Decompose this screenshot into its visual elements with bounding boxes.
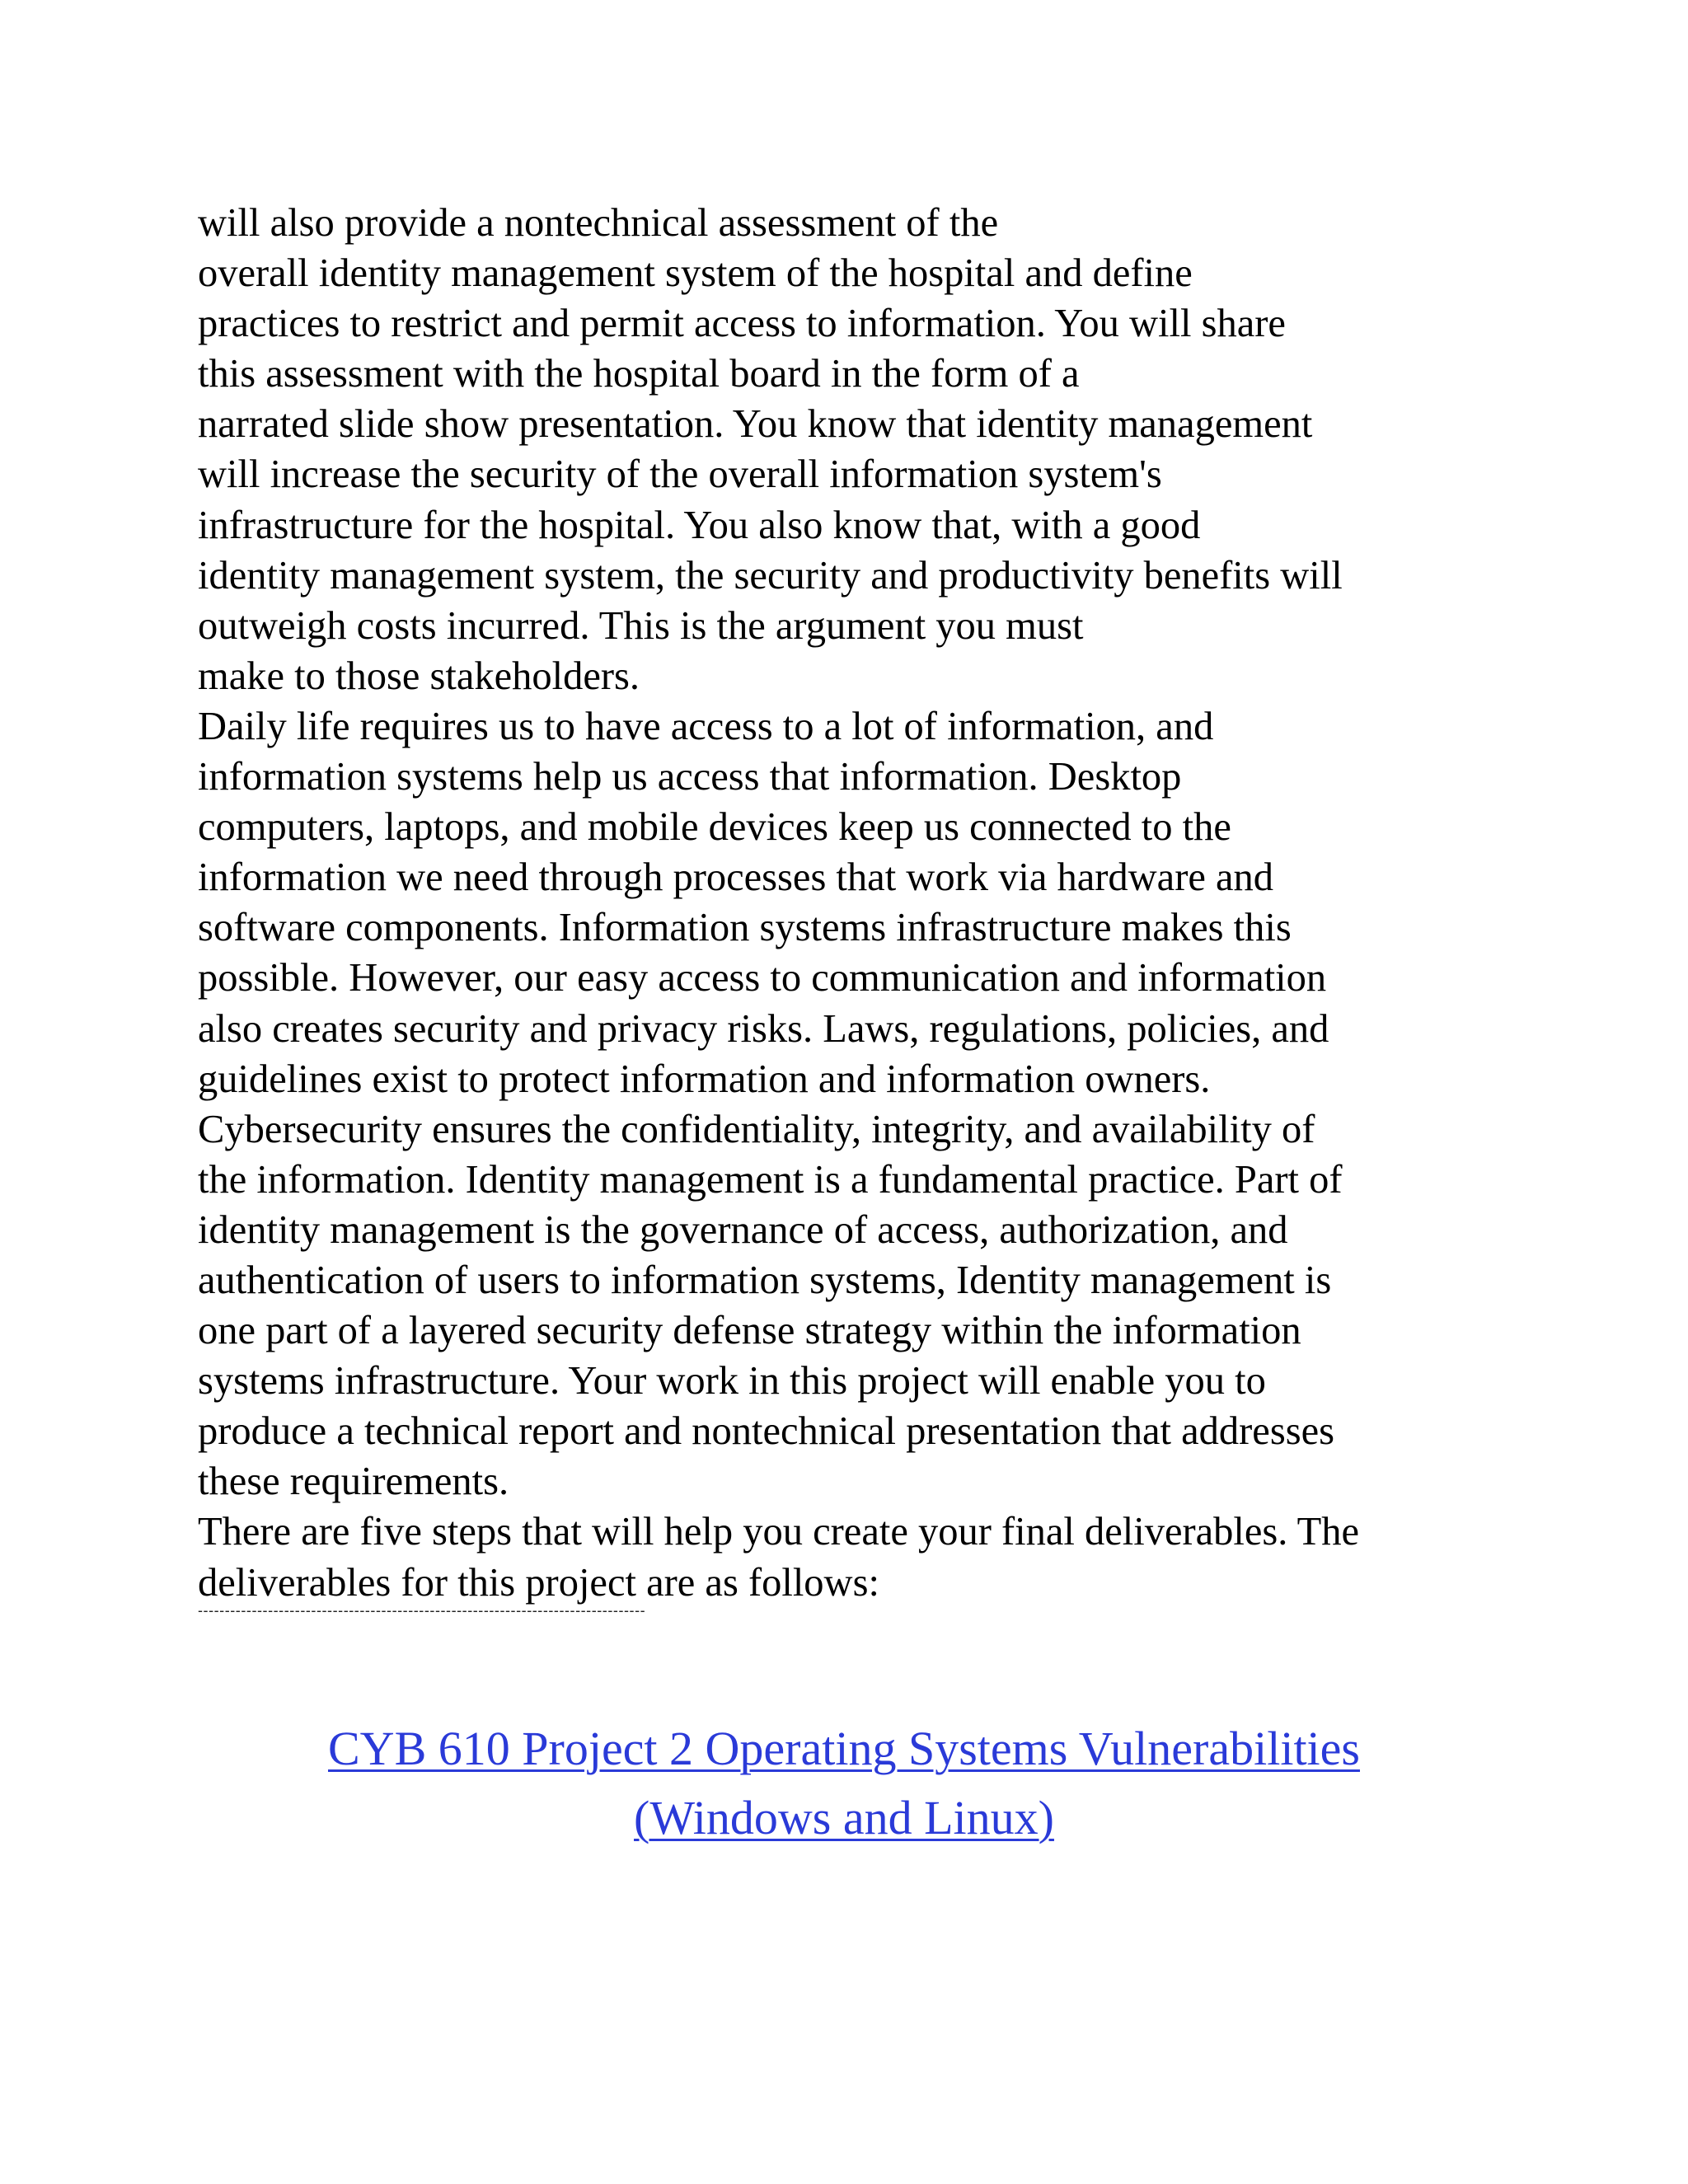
text-line: overall identity management system of the hospital and define [198,251,1193,296]
text-line: authentication of users to information systems, Identity management is [198,1258,1332,1302]
text-line: guidelines exist to protect information and information owners. [198,1057,1211,1101]
text-line: these requirements. [198,1460,509,1504]
project-link-line-2[interactable]: (Windows and Linux) [634,1791,1054,1844]
text-line: practices to restrict and permit access to information. You will share [198,302,1286,346]
project-link[interactable] [0,1714,1688,1853]
text-line: produce a technical report and nontechnical presentation that addresses [198,1409,1334,1454]
text-line: one part of a layered security defense strategy within the information [198,1309,1301,1353]
text-line: systems infrastructure. Your work in this project will enable you to [198,1359,1266,1404]
text-line: will also provide a nontechnical assessment of the [198,201,999,245]
text-line: make to those stakeholders. [198,654,640,698]
text-line: identity management is the governance of access, authorization, and [198,1207,1288,1252]
text-line: the information. Identity management is a fundamental practice. Part of [198,1157,1343,1202]
text-line: infrastructure for the hospital. You also know that, with a good [198,503,1201,547]
text-line: software components. Information systems infrastructure makes this [198,906,1292,950]
text-line: outweigh costs incurred. This is the argument you must [198,603,1084,648]
text-line: computers, laptops, and mobile devices keep us connected to the [198,805,1231,850]
text-line: Daily life requires us to have access to a lot of information, and [198,704,1214,748]
text-line: identity management system, the security and productivity benefits will [198,553,1343,598]
text-line: information systems help us access that information. Desktop [198,755,1182,799]
body-paragraphs [198,198,1484,1608]
text-line: information we need through processes that work via hardware and [198,855,1274,900]
text-line: will increase the security of the overall information system's [198,452,1162,497]
project-link-line-1[interactable]: CYB 610 Project 2 Operating Systems Vulnerabilities [328,1722,1360,1775]
text-line: Cybersecurity ensures the confidentiality, integrity, and availability of [198,1107,1315,1151]
text-line: There are five steps that will help you create your final deliverables. The [198,1510,1360,1554]
text-line: deliverables for this project are as follows: [198,1560,879,1605]
text-line: possible. However, our easy access to communication and information [198,956,1327,1001]
dashed-separator: ----------------------------------------------------------------------------------- [198,1602,646,1619]
text-line: also creates security and privacy risks. Laws, regulations, policies, and [198,1006,1329,1051]
text-line: this assessment with the hospital board in the form of a [198,352,1080,396]
text-line: narrated slide show presentation. You know that identity management [198,402,1313,447]
